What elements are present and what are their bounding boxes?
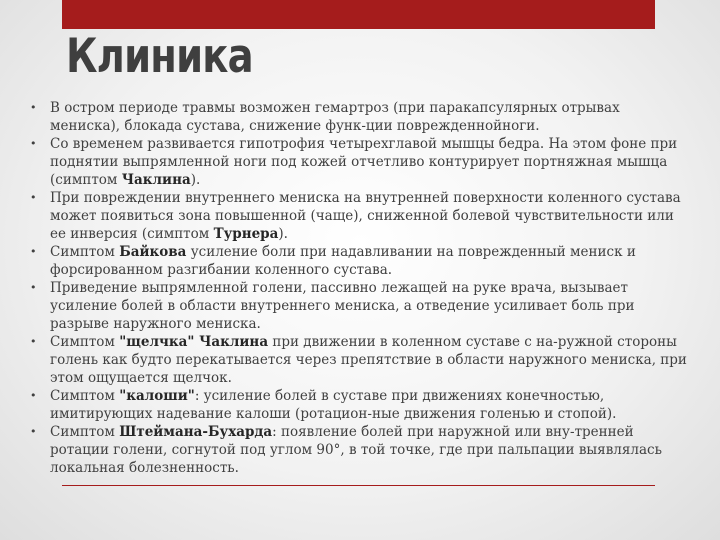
text-segment: при движении в коленном суставе с на-ружной стороны голень как будто перекатывается через препятствие в области наружного мениска, при этом ощущается щелчок. <box>50 334 687 386</box>
text-segment: Приведение выпрямленной голени, пассивно лежащей на руке врача, вызывает усиление болей в области внутреннего мениска, а отведение усиливает боль при разрыве наружного мениска. <box>50 280 635 332</box>
bullet-marker: • <box>30 281 37 294</box>
bullet-marker: • <box>30 101 37 114</box>
bullet-item <box>30 135 690 189</box>
bullet-item <box>30 333 690 387</box>
bullet-item <box>30 99 690 135</box>
text-segment: усиление боли при надавливании на поврежденный мениск и форсированном разгибании коленного сустава. <box>50 244 636 278</box>
text-segment: В остром периоде травмы возможен гемартроз (при паракапсулярных отрывах мениска), блокада сустава, снижение функ-ции поврежденнойноги. <box>50 100 620 134</box>
bullet-marker: • <box>30 191 37 204</box>
bottom-divider-line <box>62 485 655 486</box>
text-segment: : усиление болей в суставе при движениях конечностью, имитирующих надевание калоши (ротацион-ные движения голенью и стопой). <box>50 388 617 422</box>
text-segment: Симптом <box>50 424 120 440</box>
bullet-list <box>30 99 690 477</box>
text-segment: При повреждении внутреннего мениска на внутренней поверхности коленного сустава может появиться зона повышенной (чаще), сниженной болевой чувствительности или ее инверсия (симптом <box>50 190 681 242</box>
text-segment: Симптом <box>50 388 120 404</box>
bullet-marker: • <box>30 425 37 438</box>
text-segment: Со временем развивается гипотрофия четырехглавой мышцы бедра. На этом фоне при поднятии выпрямленной ноги под кожей отчетливо контурирует портняжная мышца (симптом <box>50 136 678 188</box>
text-segment: Симптом <box>50 244 120 260</box>
bullet-marker: • <box>30 137 37 150</box>
text-segment: ). <box>278 226 288 242</box>
slide-title: Клиника <box>66 29 253 84</box>
bullet-item <box>30 279 690 333</box>
bullet-marker: • <box>30 245 37 258</box>
text-segment: ). <box>190 172 201 188</box>
bullet-marker: • <box>30 335 37 348</box>
text-segment: Симптом <box>50 334 120 350</box>
bold-term: Турнера <box>213 226 279 242</box>
bullet-item <box>30 189 690 243</box>
bullet-item <box>30 387 690 423</box>
bold-term: Штеймана-Бухарда <box>119 424 273 440</box>
bold-term: "щелчка" Чаклина <box>119 334 269 350</box>
bullet-item <box>30 243 690 279</box>
bold-term: Чаклина <box>121 172 191 188</box>
bold-term: Байкова <box>119 244 187 260</box>
bullet-item <box>30 423 690 477</box>
bold-term: "калоши" <box>119 388 195 404</box>
bullet-marker: • <box>30 389 37 402</box>
text-segment: : появление болей при наружной или вну-тренней ротации голени, согнутой под углом 90°, в той точке, где при пальпации выявлялась локальная болезненность. <box>50 424 662 476</box>
